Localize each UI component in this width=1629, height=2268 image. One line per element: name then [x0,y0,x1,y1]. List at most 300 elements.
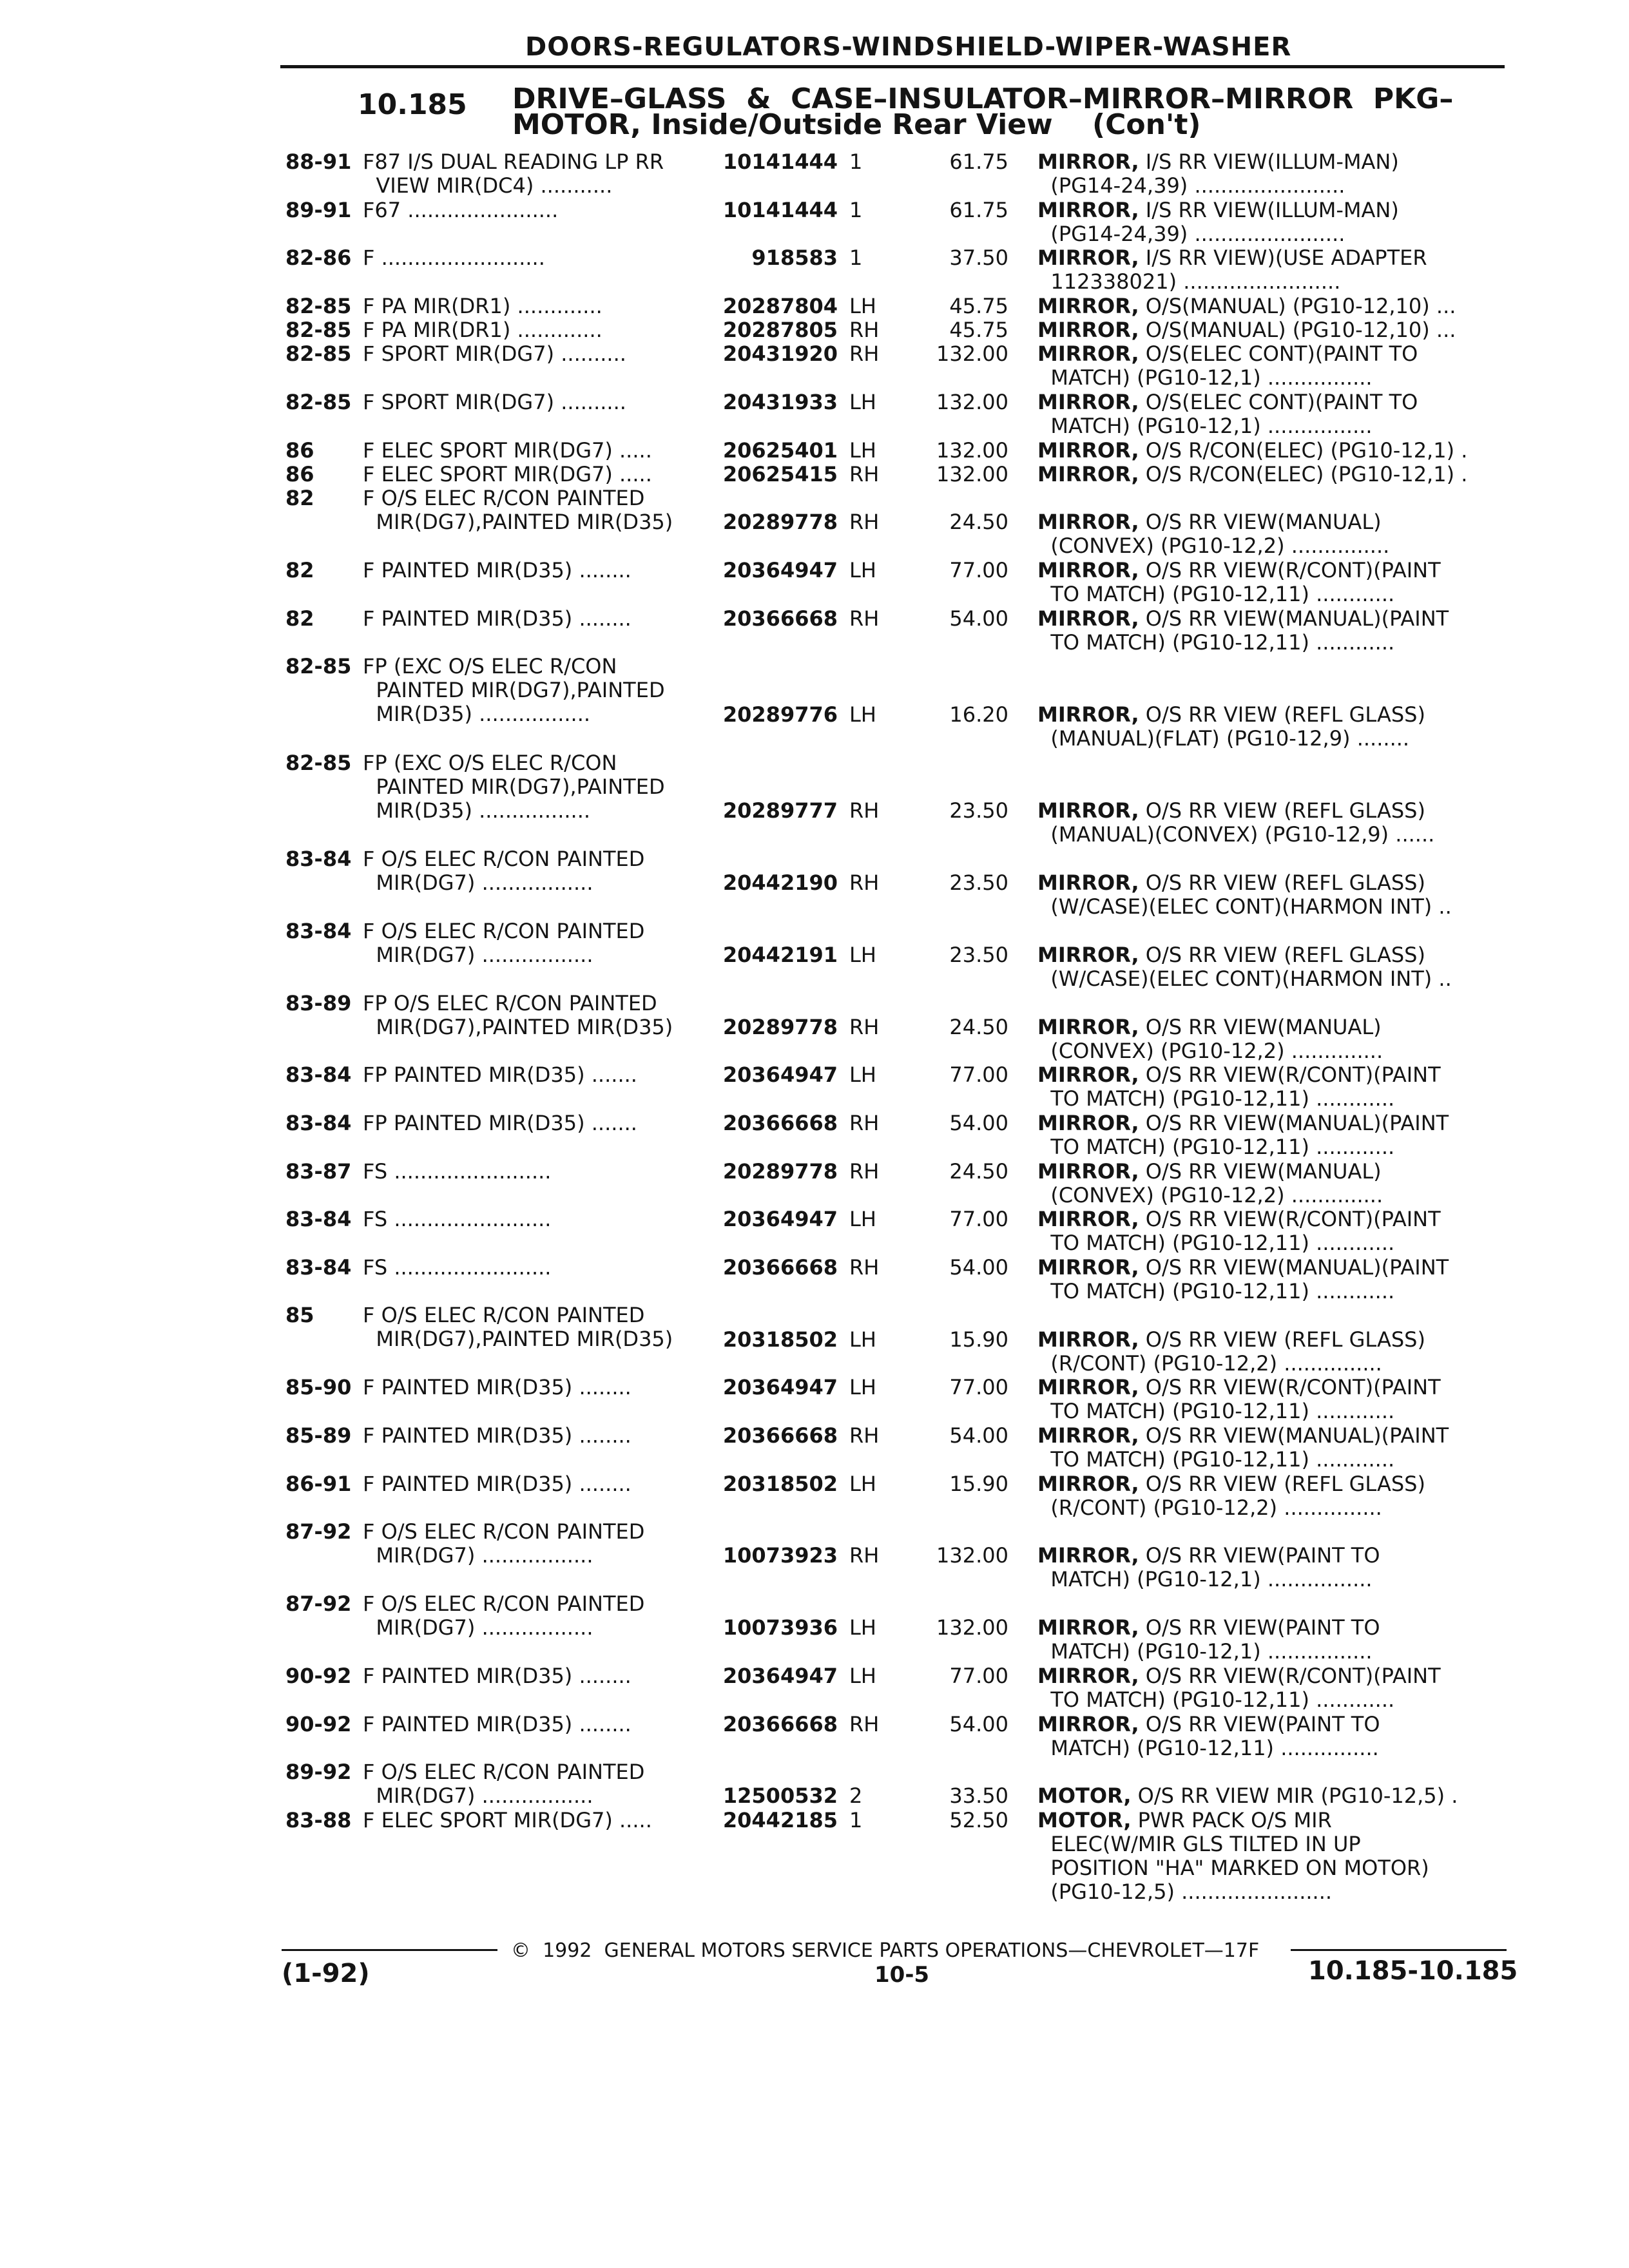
description-line: F PAINTED MIR(D35) ........ [363,1663,631,1688]
part-name-line: (CONVEX) (PG10-12,2) .............. [1037,1038,1383,1063]
price: 33.50 [949,1783,1008,1809]
part-name-keyword: MIRROR, [1037,390,1139,414]
description-line: PAINTED MIR(DG7),PAINTED [363,774,665,799]
part-number: 20442190 [722,870,838,895]
description-line: F PAINTED MIR(D35) ........ [363,606,631,631]
description-line: MIR(DG7),PAINTED MIR(D35) [363,1014,673,1039]
model-years: 83-89 [285,990,352,1015]
price: 132.00 [936,341,1008,367]
description-line: FP (EXC O/S ELEC R/CON [363,654,617,679]
model-years: 85 [285,1303,314,1328]
part-name-line: MATCH) (PG10-12,1) ................ [1037,414,1373,438]
part-number: 20366668 [722,1711,838,1736]
price: 132.00 [936,1615,1008,1640]
price: 23.50 [949,942,1008,967]
part-name-line: (MANUAL)(CONVEX) (PG10-12,9) ...... [1037,822,1435,847]
price: 132.00 [936,1543,1008,1568]
description-line: F67 ....................... [363,197,559,222]
part-number: 10073923 [722,1543,838,1568]
part-name-keyword: MIRROR, [1037,702,1139,727]
table-row [0,1111,1629,1160]
table-row [0,390,1629,439]
part-name-line: MIRROR, O/S R/CON(ELEC) (PG10-12,1) . [1037,437,1468,463]
quantity: LH [849,1207,876,1232]
part-name-line: (CONVEX) (PG10-12,2) .............. [1037,1182,1383,1207]
model-years: 83-84 [285,918,352,943]
quantity: 1 [849,197,863,222]
part-name [1037,607,1449,655]
quantity: RH [849,1158,880,1184]
application-description [363,1664,631,1688]
table-row [0,439,1629,463]
application-description [363,439,652,463]
page-number: 10-5 [874,1962,930,1988]
part-number: 20625401 [722,437,838,463]
part-name-line: MIRROR, I/S RR VIEW(ILLUM-MAN) [1037,149,1399,174]
price: 24.50 [949,1014,1008,1039]
part-name-line: MIRROR, O/S RR VIEW(R/CONT)(PAINT [1037,1207,1441,1232]
model-years: 85-90 [285,1375,352,1400]
table-row [0,1472,1629,1521]
part-name [1037,150,1399,198]
part-name [1037,510,1389,558]
table-row [0,607,1629,655]
application-description [363,655,665,726]
section-number: 10.185 [358,88,467,121]
part-name-keyword: MIRROR, [1037,461,1139,486]
price: 45.75 [949,293,1008,318]
part-name-line: MATCH) (PG10-12,11) ............... [1037,1735,1379,1760]
part-name-line: MIRROR, O/S RR VIEW(MANUAL) [1037,510,1382,535]
part-name-keyword: MIRROR, [1037,510,1139,535]
price: 77.00 [949,558,1008,583]
table-row [0,1207,1629,1256]
application-description [363,1256,551,1280]
application-description [363,390,626,414]
application-description [363,318,602,342]
description-line: FP PAINTED MIR(D35) ....... [363,1062,637,1088]
part-name-keyword: MIRROR, [1037,1375,1139,1400]
description-line: PAINTED MIR(DG7),PAINTED [363,678,665,703]
part-name-line: MIRROR, O/S RR VIEW(R/CONT)(PAINT [1037,1375,1441,1400]
model-years: 83-84 [285,1111,352,1135]
description-line: F ELEC SPORT MIR(DG7) ..... [363,1807,652,1832]
model-years: 87-92 [285,1519,352,1544]
table-row [0,1256,1629,1304]
model-years: 87-92 [285,1591,352,1616]
part-number: 10073936 [722,1615,838,1640]
description-line: MIR(D35) ................. [363,702,591,727]
quantity: LH [849,1615,876,1640]
part-name-line: MIRROR, O/S(ELEC CONT)(PAINT TO [1037,390,1418,414]
application-description [363,919,644,967]
part-name-line: MATCH) (PG10-12,1) ................ [1037,365,1373,390]
model-years: 82-85 [285,318,352,343]
table-row [0,846,1629,919]
model-years: 82-85 [285,654,352,679]
description-line: F SPORT MIR(DG7) .......... [363,341,626,367]
part-number: 20364947 [722,558,838,583]
part-name [1037,1664,1441,1712]
description-line: F PAINTED MIR(D35) ........ [363,558,631,583]
table-row [0,318,1629,342]
table-row [0,559,1629,607]
table-row [0,1809,1629,1905]
part-number: 20366668 [722,1254,838,1280]
part-name-keyword: MIRROR, [1037,318,1139,343]
price: 54.00 [949,1254,1008,1280]
model-years: 82 [285,558,314,583]
description-line: F ELEC SPORT MIR(DG7) ..... [363,437,652,463]
price: 77.00 [949,1062,1008,1088]
quantity: RH [849,1543,880,1568]
price: 16.20 [949,702,1008,727]
description-line: MIR(DG7),PAINTED MIR(D35) [363,510,673,535]
part-name [1037,246,1427,294]
part-name-keyword: MIRROR, [1037,293,1139,318]
part-name [1037,390,1418,438]
table-row [0,1713,1629,1761]
model-years: 82-86 [285,245,352,271]
application-description [363,1160,551,1184]
quantity: RH [849,461,880,486]
application-description [363,607,631,631]
part-name-line: MIRROR, O/S(MANUAL) (PG10-12,10) ... [1037,293,1456,318]
part-name-line: MIRROR, O/S RR VIEW(PAINT TO [1037,1615,1380,1640]
quantity: 1 [849,149,863,174]
description-line: FP PAINTED MIR(D35) ....... [363,1111,637,1135]
section-title-line-2: MOTOR, Inside/Outside Rear View (Con't) [512,108,1201,141]
part-name [1037,1809,1429,1904]
quantity: 1 [849,1807,863,1832]
part-number: 10141444 [722,149,838,174]
application-description [363,463,652,486]
description-line: FS ........................ [363,1254,552,1280]
description-line: F O/S ELEC R/CON PAINTED [363,1760,645,1785]
quantity: LH [849,702,876,727]
part-name-line: MIRROR, O/S RR VIEW (REFL GLASS) [1037,798,1425,823]
part-name-line: TO MATCH) (PG10-12,11) ............ [1037,582,1395,607]
price: 54.00 [949,606,1008,631]
part-number: 20289777 [722,798,838,823]
description-line: FS ........................ [363,1158,552,1184]
part-name-line: (MANUAL)(FLAT) (PG10-12,9) ........ [1037,726,1410,751]
application-description [363,1207,551,1231]
part-name [1037,1063,1441,1111]
price: 77.00 [949,1375,1008,1400]
part-name-keyword: MIRROR, [1037,798,1139,823]
part-name-line: (PG14-24,39) ....................... [1037,221,1345,246]
part-name-keyword: MIRROR, [1037,149,1139,174]
part-number: 20318502 [722,1327,838,1352]
part-number: 20289778 [722,510,838,535]
footer-rule-left [282,1949,497,1951]
part-name-keyword: MIRROR, [1037,1471,1139,1496]
part-name-keyword: MIRROR, [1037,1207,1139,1232]
model-years: 82 [285,486,314,511]
part-name [1037,799,1434,847]
model-years: 82-85 [285,390,352,414]
part-name-line: TO MATCH) (PG10-12,11) ............ [1037,1278,1395,1303]
part-name-line: ELEC(W/MIR GLS TILTED IN UP [1037,1831,1361,1856]
part-number: 20289778 [722,1014,838,1039]
description-line: VIEW MIR(DC4) ........... [363,173,613,198]
part-name-line: TO MATCH) (PG10-12,11) ............ [1037,1446,1395,1472]
quantity: RH [849,798,880,823]
section-range: 10.185-10.185 [1308,1956,1518,1986]
part-number: 20289778 [722,1158,838,1184]
part-name-line: POSITION "HA" MARKED ON MOTOR) [1037,1855,1429,1880]
part-name [1037,943,1452,991]
part-name-line: MIRROR, O/S RR VIEW(R/CONT)(PAINT [1037,558,1441,583]
description-line: F PA MIR(DR1) ............. [363,293,602,318]
description-line: F ......................... [363,245,545,271]
model-years: 82 [285,606,314,631]
price: 132.00 [936,437,1008,463]
part-name-keyword: MIRROR, [1037,437,1139,463]
application-description [363,1809,652,1832]
part-name [1037,1544,1380,1591]
part-number: 20431933 [722,390,838,414]
application-description [363,1472,631,1496]
part-name-line: (W/CASE)(ELEC CONT)(HARMON INT) .. [1037,966,1452,991]
part-name-keyword: MIRROR, [1037,245,1139,271]
part-name-line: MIRROR, O/S RR VIEW(MANUAL)(PAINT [1037,1111,1449,1135]
part-name-keyword: MIRROR, [1037,1327,1139,1352]
application-description [363,294,602,318]
application-description [363,150,664,198]
table-row [0,342,1629,390]
price: 23.50 [949,798,1008,823]
part-name [1037,1160,1383,1207]
part-name-line: TO MATCH) (PG10-12,11) ............ [1037,629,1395,655]
price: 15.90 [949,1327,1008,1352]
description-line: F PAINTED MIR(D35) ........ [363,1423,631,1448]
part-name-keyword: MIRROR, [1037,1615,1139,1640]
price: 23.50 [949,870,1008,895]
part-number: 20287805 [722,318,838,343]
part-name-keyword: MIRROR, [1037,1158,1139,1184]
part-name [1037,1376,1441,1423]
quantity: LH [849,1062,876,1088]
part-name-line: TO MATCH) (PG10-12,11) ............ [1037,1687,1395,1712]
table-row [0,246,1629,294]
model-years: 86 [285,437,314,463]
part-name [1037,559,1441,606]
part-name-line: MIRROR, O/S RR VIEW(MANUAL) [1037,1158,1382,1184]
application-description [363,1303,673,1351]
quantity: 1 [849,245,863,271]
application-description [363,1424,631,1448]
revision-date: (1-92) [282,1959,370,1988]
application-description [363,1713,631,1736]
part-name-keyword: MOTOR, [1037,1807,1132,1832]
part-name-keyword: MIRROR, [1037,942,1139,967]
description-line: MIR(DG7) ................. [363,1543,593,1568]
description-line: FP O/S ELEC R/CON PAINTED [363,990,657,1015]
part-name-line: (CONVEX) (PG10-12,2) ............... [1037,533,1390,559]
model-years: 88-91 [285,149,352,174]
part-name-line: MIRROR, O/S RR VIEW (REFL GLASS) [1037,942,1425,967]
part-number: 12500532 [722,1783,838,1809]
part-name-line: MIRROR, O/S(ELEC CONT)(PAINT TO [1037,341,1418,367]
model-years: 83-84 [285,846,352,871]
quantity: RH [849,1014,880,1039]
part-name-line: MIRROR, O/S R/CON(ELEC) (PG10-12,1) . [1037,461,1468,486]
quantity: LH [849,1663,876,1688]
part-name-line: MIRROR, O/S RR VIEW (REFL GLASS) [1037,702,1425,727]
table-row [0,654,1629,751]
description-line: F PA MIR(DR1) ............. [363,318,602,343]
application-description [363,847,644,895]
part-name-line: (R/CONT) (PG10-12,2) ............... [1037,1350,1382,1376]
part-name-keyword: MIRROR, [1037,1014,1139,1039]
part-name-line: 112338021) ........................ [1037,269,1341,294]
part-name-line: MOTOR, PWR PACK O/S MIR [1037,1807,1332,1832]
description-line: F PAINTED MIR(D35) ........ [363,1375,631,1400]
part-name-line: (W/CASE)(ELEC CONT)(HARMON INT) .. [1037,894,1452,919]
part-name [1037,1784,1458,1808]
price: 77.00 [949,1207,1008,1232]
part-number: 20625415 [722,461,838,486]
part-name-line: MIRROR, O/S RR VIEW(PAINT TO [1037,1711,1380,1736]
part-number: 20318502 [722,1471,838,1496]
table-row [0,1591,1629,1664]
part-name-line: (PG14-24,39) ....................... [1037,173,1345,198]
price: 24.50 [949,510,1008,535]
quantity: RH [849,606,880,631]
quantity: LH [849,437,876,463]
part-number: 20366668 [722,606,838,631]
price: 132.00 [936,461,1008,486]
table-row [0,486,1629,559]
price: 77.00 [949,1663,1008,1688]
quantity: RH [849,1711,880,1736]
price: 61.75 [949,149,1008,174]
application-description [363,992,673,1039]
part-number: 20366668 [722,1111,838,1135]
part-number: 20364947 [722,1663,838,1688]
footer-copyright: © 1992 GENERAL MOTORS SERVICE PARTS OPERATIONS—CHEVROLET—17F [511,1939,1260,1962]
price: 54.00 [949,1423,1008,1448]
part-name-line: MIRROR, O/S RR VIEW(MANUAL)(PAINT [1037,1254,1449,1280]
part-number: 20366668 [722,1423,838,1448]
part-name-line: MIRROR, O/S RR VIEW(MANUAL)(PAINT [1037,606,1449,631]
description-line: MIR(DG7) ................. [363,870,593,895]
part-name-line: MATCH) (PG10-12,1) ................ [1037,1567,1373,1592]
model-years: 86 [285,461,314,486]
description-line: FS ........................ [363,1207,552,1232]
quantity: LH [849,293,876,318]
description-line: F O/S ELEC R/CON PAINTED [363,486,645,511]
part-name [1037,1111,1449,1159]
description-line: F O/S ELEC R/CON PAINTED [363,1519,645,1544]
part-number: 20287804 [722,293,838,318]
quantity: RH [849,318,880,343]
part-name [1037,1424,1449,1472]
model-years: 83-88 [285,1807,352,1832]
quantity: LH [849,1471,876,1496]
description-line: F O/S ELEC R/CON PAINTED [363,1591,645,1616]
part-name-line: MIRROR, O/S RR VIEW (REFL GLASS) [1037,1471,1425,1496]
part-name [1037,198,1399,246]
table-row [0,990,1629,1063]
quantity: RH [849,870,880,895]
part-name-line: (PG10-12,5) ....................... [1037,1879,1333,1904]
part-name [1037,1616,1380,1664]
part-name-keyword: MIRROR, [1037,1711,1139,1736]
quantity: RH [849,1423,880,1448]
model-years: 85-89 [285,1423,352,1448]
table-row [0,198,1629,247]
table-row [0,463,1629,486]
model-years: 83-87 [285,1158,352,1184]
part-name-keyword: MIRROR, [1037,1543,1139,1568]
part-number: 20364947 [722,1062,838,1088]
part-name-line: MIRROR, O/S RR VIEW (REFL GLASS) [1037,1327,1425,1352]
price: 54.00 [949,1111,1008,1135]
page-header: DOORS-REGULATORS-WINDSHIELD-WIPER-WASHER [525,32,1292,62]
part-name-line: MIRROR, I/S RR VIEW(ILLUM-MAN) [1037,197,1399,222]
header-rule [280,65,1505,68]
part-name-line: TO MATCH) (PG10-12,11) ............ [1037,1399,1395,1424]
application-description [363,1592,644,1640]
part-number: 20442191 [722,942,838,967]
model-years: 83-84 [285,1062,352,1088]
part-number: 20431920 [722,341,838,367]
application-description [363,246,545,270]
application-description [363,1520,644,1568]
table-row [0,1664,1629,1713]
footer-rule-right [1291,1949,1507,1951]
quantity: 2 [849,1783,863,1809]
application-description [363,1760,644,1808]
part-name-keyword: MIRROR, [1037,1423,1139,1448]
description-line: F PAINTED MIR(D35) ........ [363,1471,631,1496]
model-years: 89-92 [285,1760,352,1785]
model-years: 86-91 [285,1471,352,1496]
quantity: RH [849,1111,880,1135]
description-line: F PAINTED MIR(D35) ........ [363,1711,631,1736]
price: 54.00 [949,1711,1008,1736]
table-row [0,750,1629,847]
part-name-line: (R/CONT) (PG10-12,2) ............... [1037,1495,1382,1520]
model-years: 82-85 [285,750,352,775]
table-row [0,1160,1629,1208]
quantity: LH [849,1327,876,1352]
quantity: LH [849,1375,876,1400]
application-description [363,486,673,534]
application-description [363,559,631,582]
part-name-line: MIRROR, O/S RR VIEW (REFL GLASS) [1037,870,1425,895]
description-line: MIR(DG7),PAINTED MIR(D35) [363,1327,673,1352]
model-years: 89-91 [285,197,352,222]
model-years: 90-92 [285,1711,352,1736]
application-description [363,342,626,366]
part-name [1037,1256,1449,1303]
part-name-line: MIRROR, O/S RR VIEW(MANUAL) [1037,1014,1382,1039]
description-line: MIR(DG7) ................. [363,1615,593,1640]
description-line: MIR(DG7) ................. [363,1783,593,1809]
part-name-line: MOTOR, O/S RR VIEW MIR (PG10-12,5) . [1037,1783,1458,1809]
quantity: RH [849,510,880,535]
description-line: F87 I/S DUAL READING LP RR [363,149,664,174]
model-years: 83-84 [285,1207,352,1232]
model-years: 82-85 [285,341,352,367]
part-name-keyword: MIRROR, [1037,1062,1139,1088]
price: 45.75 [949,318,1008,343]
section-title [512,82,1454,141]
